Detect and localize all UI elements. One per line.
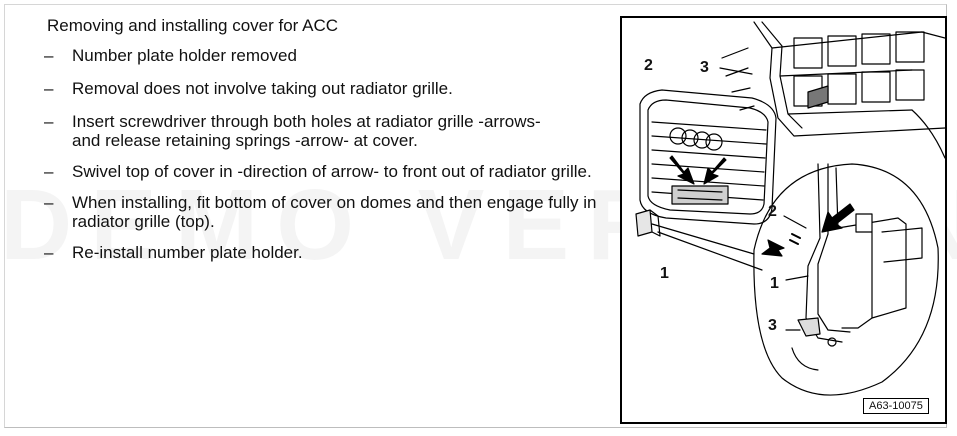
callout-bumper: 3	[700, 59, 709, 76]
radiator-grille-drawing	[640, 90, 776, 224]
instruction-list	[44, 46, 597, 274]
step-text: Swivel top of cover in -direction of arrow- to front out of radiator grille.	[72, 162, 592, 181]
step-text: When installing, fit bottom of cover on domes and then engage fully in radiator grille (top).	[72, 193, 597, 231]
list-item	[44, 243, 594, 262]
step-text: Number plate holder removed	[72, 46, 297, 65]
leader-line	[652, 224, 762, 270]
bullet-dash: –	[44, 162, 54, 181]
detail-circle-drawing	[754, 164, 938, 395]
cover-part-drawing	[636, 210, 660, 236]
list-item	[44, 112, 542, 150]
list-item	[44, 46, 594, 65]
list-item	[44, 193, 602, 231]
bumper-drawing	[722, 22, 945, 158]
bullet-dash: –	[44, 243, 54, 262]
callout-cover: 1	[660, 265, 669, 282]
callout-radiator-grille: 2	[644, 57, 653, 74]
list-item	[44, 162, 592, 181]
leader-line	[786, 276, 808, 280]
step-text: Removal does not involve taking out radiator grille.	[72, 79, 453, 98]
step-text: Re-install number plate holder.	[72, 243, 303, 262]
callout-detail-cover: 1	[770, 275, 779, 292]
figure-code-label: A63-10075	[863, 398, 929, 414]
grille-diagram	[622, 18, 945, 422]
list-item	[44, 79, 594, 98]
bullet-dash: –	[44, 112, 54, 131]
leader-line	[784, 216, 806, 228]
bullet-dash: –	[44, 193, 54, 212]
bullet-dash: –	[44, 79, 54, 98]
callout-detail-spring: 3	[768, 317, 777, 334]
illustration-figure	[620, 16, 947, 424]
step-text: Insert screwdriver through both holes at radiator grille -arrows- and release retaining springs -arrow- at cover.	[72, 112, 541, 150]
callout-detail-grille: 2	[768, 203, 777, 220]
page-title: Removing and installing cover for ACC	[47, 16, 339, 35]
bullet-dash: –	[44, 46, 54, 65]
